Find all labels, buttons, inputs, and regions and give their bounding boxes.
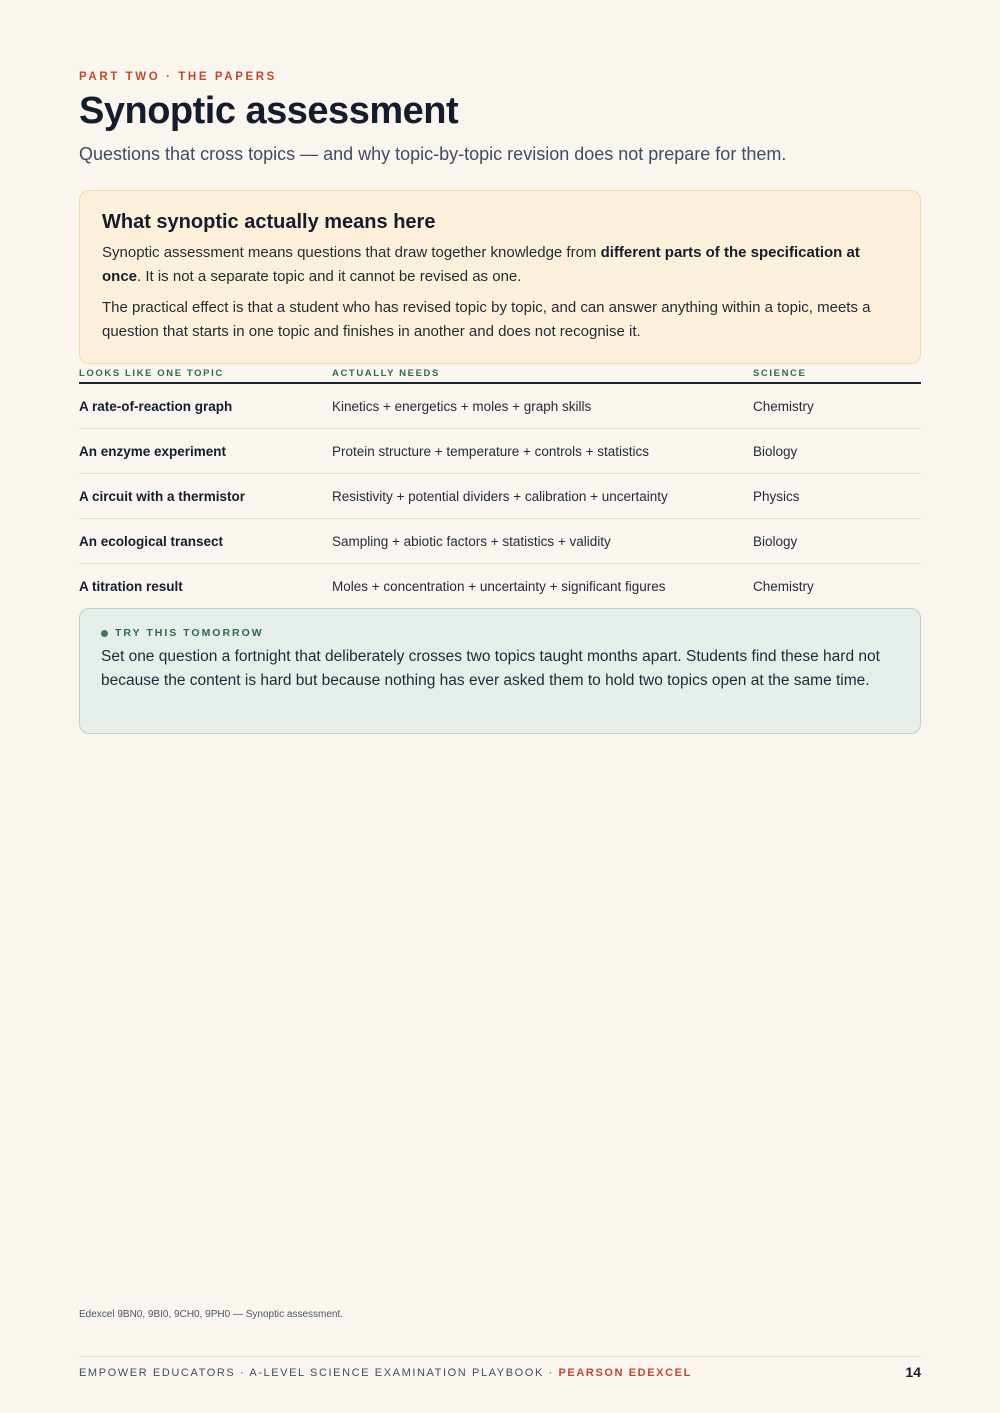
- table-row: [79, 384, 921, 429]
- definition-callout: [79, 190, 921, 364]
- page-title: Synoptic assessment: [79, 90, 459, 132]
- callout-p1-after: . It is not a separate topic and it cannot be revised as one.: [137, 268, 522, 285]
- footer-divider: [79, 1356, 921, 1357]
- callout-heading: What synoptic actually means here: [102, 211, 436, 233]
- cell-science: Biology: [753, 533, 798, 549]
- cell-science: Physics: [753, 488, 800, 504]
- footer-text: [79, 1367, 692, 1379]
- tip-label: TRY THIS TOMORROW: [115, 627, 264, 639]
- header-looks-like: LOOKS LIKE ONE TOPIC: [79, 367, 224, 379]
- table-row: [79, 474, 921, 519]
- callout-p1-before: Synoptic assessment means questions that draw together knowledge from: [102, 244, 601, 261]
- table-row: [79, 429, 921, 474]
- table-row: [79, 564, 921, 609]
- cell-looks-like: An enzyme experiment: [79, 443, 227, 459]
- footer-board: PEARSON EDEXCEL: [558, 1367, 692, 1379]
- cell-actually-needs: Protein structure + temperature + controls + statistics: [332, 443, 650, 459]
- callout-paragraph-1: [102, 241, 898, 289]
- cell-actually-needs: Sampling + abiotic factors + statistics + validity: [332, 533, 611, 549]
- cell-looks-like: An ecological transect: [79, 533, 224, 549]
- table-header: [79, 364, 921, 384]
- cell-actually-needs: Moles + concentration + uncertainty + significant figures: [332, 579, 666, 594]
- section-eyebrow: PART TWO · THE PAPERS: [79, 71, 277, 83]
- page: [79, 0, 921, 1413]
- header-actually-needs: ACTUALLY NEEDS: [332, 367, 440, 379]
- bullet-dot-icon: [101, 630, 108, 637]
- cell-actually-needs: Resistivity + potential dividers + calibration + uncertainty: [332, 488, 668, 504]
- callout-paragraph-2: The practical effect is that a student who has revised topic by topic, and can answer anything within a topic, meets a question that starts in one topic and finishes in another and does not recognise it.: [102, 299, 871, 340]
- tip-text: Set one question a fortnight that deliberately crosses two topics taught months apart. Students find these hard not because the content is hard but because nothing has ever asked them to hold two topics open at the same time.: [101, 648, 880, 689]
- callout-p1-bold: different parts of the specification at once: [102, 244, 860, 285]
- page-number: 14: [905, 1364, 921, 1380]
- header-science: SCIENCE: [753, 367, 807, 379]
- table-row: [79, 519, 921, 564]
- cell-science: Chemistry: [753, 579, 814, 594]
- cell-science: Chemistry: [753, 398, 814, 414]
- cell-looks-like: A titration result: [79, 579, 183, 594]
- synoptic-table: [79, 364, 921, 609]
- cell-actually-needs: Kinetics + energetics + moles + graph skills: [332, 398, 592, 414]
- page-subtitle: Questions that cross topics — and why topic-by-topic revision does not prepare for them.: [79, 144, 787, 164]
- cell-science: Biology: [753, 443, 798, 459]
- footer-publication: EMPOWER EDUCATORS · A-LEVEL SCIENCE EXAMINATION PLAYBOOK ·: [79, 1367, 559, 1379]
- cell-looks-like: A rate-of-reaction graph: [79, 398, 233, 414]
- footnote: Edexcel 9BN0, 9BI0, 9CH0, 9PH0 — Synoptic assessment.: [79, 1309, 344, 1320]
- tip-label-row: [101, 627, 899, 639]
- tip-callout: [79, 608, 921, 734]
- cell-looks-like: A circuit with a thermistor: [79, 488, 246, 504]
